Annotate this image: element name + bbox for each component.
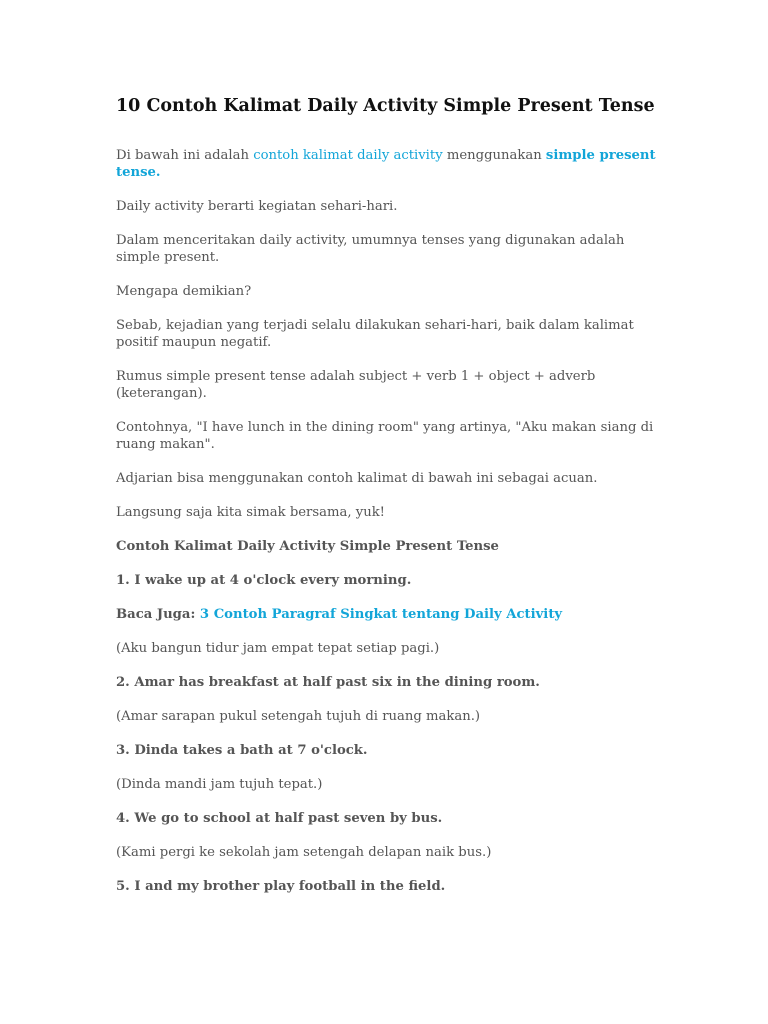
intro-text-middle: menggunakan bbox=[442, 148, 546, 163]
intro-paragraph bbox=[116, 147, 661, 181]
paragraph-question: Mengapa demikian? bbox=[116, 284, 252, 299]
baca-juga-link[interactable]: 3 Contoh Paragraf Singkat tentang Daily Activity bbox=[199, 607, 563, 622]
baca-juga bbox=[116, 606, 661, 623]
page-title: 10 Contoh Kalimat Daily Activity Simple Present Tense bbox=[116, 96, 655, 116]
example-5: 5. I and my brother play football in the field. bbox=[116, 879, 446, 894]
example-4: 4. We go to school at half past seven by bus. bbox=[116, 811, 443, 826]
translation-3: (Dinda mandi jam tujuh tepat.) bbox=[116, 777, 323, 792]
paragraph-definition: Daily activity berarti kegiatan sehari-hari. bbox=[116, 199, 398, 214]
translation-1: (Aku bangun tidur jam empat tepat setiap pagi.) bbox=[116, 641, 440, 656]
intro-text-before: Di bawah ini adalah bbox=[116, 148, 254, 163]
paragraph-reason: Sebab, kejadian yang terjadi selalu dilakukan sehari-hari, baik dalam kalimat positif maupun negatif. bbox=[116, 318, 634, 350]
article bbox=[116, 95, 661, 895]
translation-4: (Kami pergi ke sekolah jam setengah delapan naik bus.) bbox=[116, 845, 492, 860]
paragraph-example: Contohnya, "I have lunch in the dining room" yang artinya, "Aku makan siang di ruang makan". bbox=[116, 420, 654, 452]
paragraph-invite: Langsung saja kita simak bersama, yuk! bbox=[116, 505, 385, 520]
intro-bold-link[interactable]: simple present tense. bbox=[116, 148, 656, 180]
translation-2: (Amar sarapan pukul setengah tujuh di ruang makan.) bbox=[116, 709, 481, 724]
example-1: 1. I wake up at 4 o'clock every morning. bbox=[116, 573, 412, 588]
paragraph-tense-usage: Dalam menceritakan daily activity, umumnya tenses yang digunakan adalah simple present. bbox=[116, 233, 625, 265]
paragraph-formula: Rumus simple present tense adalah subject + verb 1 + object + adverb (keterangan). bbox=[116, 369, 596, 401]
intro-link[interactable]: contoh kalimat daily activity bbox=[253, 148, 443, 163]
baca-juga-label: Baca Juga: bbox=[116, 607, 200, 622]
section-heading: Contoh Kalimat Daily Activity Simple Present Tense bbox=[116, 539, 499, 554]
example-2: 2. Amar has breakfast at half past six in the dining room. bbox=[116, 675, 540, 690]
example-3: 3. Dinda takes a bath at 7 o'clock. bbox=[116, 743, 368, 758]
paragraph-reference: Adjarian bisa menggunakan contoh kalimat di bawah ini sebagai acuan. bbox=[116, 471, 598, 486]
